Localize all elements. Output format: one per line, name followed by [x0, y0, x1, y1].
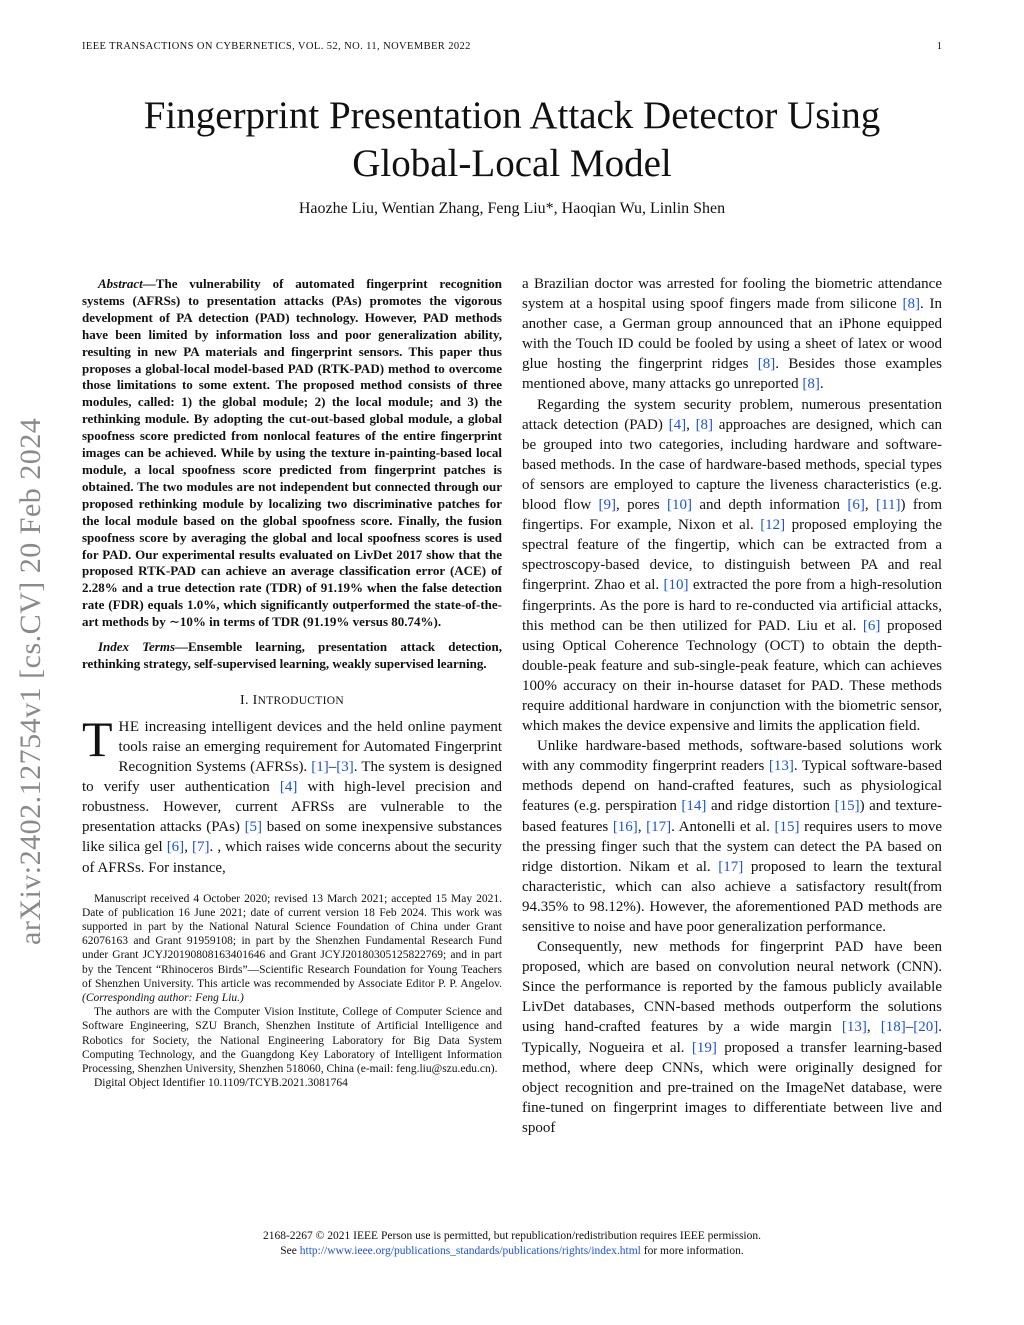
page-number: 1 — [936, 41, 942, 52]
citation-link[interactable]: [1] — [311, 759, 329, 776]
section-heading-initial: I — [252, 692, 258, 708]
intro-text-d: based on some inexpensive substances like silica gel — [82, 819, 502, 856]
rp2-text-c: , pores — [615, 497, 667, 514]
abstract — [82, 276, 502, 631]
rp3-text-b: . Typical software-based methods depend on hand-crafted features, such as physiological features (e.g. perspiration — [522, 758, 942, 815]
rp2-text-a: Regarding the system security problem, numerous presentation attack detection (PAD) — [522, 396, 942, 433]
rp3-text-f: requires users to move the pressing finger such that the system can detect the PA based on ridge distortion. Nikam et al. — [522, 818, 943, 875]
range-dash: – — [905, 1019, 914, 1036]
citation-link[interactable]: [17] — [718, 858, 744, 875]
citation-link[interactable]: [4] — [668, 416, 687, 433]
right-paragraph-1 — [522, 274, 942, 395]
citation-separator: , — [637, 818, 647, 835]
citation-link[interactable]: [13] — [841, 1019, 867, 1036]
citation-link[interactable]: [11] — [876, 497, 901, 514]
footnote-affiliation: The authors are with the Computer Vision Institute, College of Computer Science and Software Engineering, SZU Branch, Shenzhen Institute of Artificial Intelligence and Robotics for Society, the National Engineering Laboratory for Big Data System Computing Technology, and the Guangdong Key Laboratory of Intelligent Information Processing, Shenzhen University, Shenzhen 518060, China (e-mail: feng.liu@szu.edu.cn). — [82, 1006, 502, 1076]
citation-link[interactable]: [14] — [681, 798, 707, 815]
left-column — [82, 276, 502, 1090]
intro-text-c: with high-level precision and robustness. However, current AFRSs are vulnerable to the presentation attacks (PAs) — [82, 779, 502, 836]
citation-link[interactable]: [19] — [691, 1039, 717, 1056]
rp3-text-d: ) and texture-based features — [522, 798, 943, 835]
author-list: Haozhe Liu, Wentian Zhang, Feng Liu*, Haoqian Wu, Linlin Shen — [298, 200, 726, 217]
rp2-text-h: proposed using Optical Coherence Technology (OCT) to obtain the depth-double-peak feature and sub-single-peak feature, which can achieves 100% accuracy on their in-hourse dataset for PAD. These methods require additional hardware in conjunction with the biometric sensor, which makes the device expensive and limits the application field. — [522, 617, 942, 735]
citation-link[interactable]: [8] — [902, 296, 920, 313]
citation-link[interactable]: [17] — [646, 818, 672, 835]
citation-link[interactable]: [8] — [802, 376, 820, 393]
section-numeral: I. — [240, 692, 249, 708]
rp2-text-d: and depth information — [691, 497, 848, 514]
citation-link[interactable]: [4] — [279, 779, 298, 796]
right-paragraph-2 — [522, 395, 942, 737]
citation-link[interactable]: [7] — [192, 839, 210, 856]
arxiv-stamp: arXiv:2402.12754v1 [cs.CV] 20 Feb 2024 — [14, 417, 47, 945]
index-terms-text: Ensemble learning, presentation attack detection, rethinking strategy, self-supervised learning, weakly supervised learning. — [82, 639, 503, 671]
citation-link[interactable]: [5] — [244, 819, 263, 836]
copyright-notice — [82, 1229, 942, 1259]
citation-link[interactable]: [8] — [695, 416, 714, 433]
right-paragraph-4 — [522, 937, 942, 1138]
rp3-text-c: and ridge distortion — [706, 798, 835, 815]
citation-link[interactable]: [18] — [880, 1019, 906, 1036]
corresponding-author: (Corresponding author: Feng Liu.) — [82, 992, 244, 1005]
section-heading-rest: NTRODUCTION — [257, 694, 344, 707]
copyright-line: 2168-2267 © 2021 IEEE Person use is permitted, but republication/redistribution requires IEEE permission. — [262, 1230, 762, 1242]
rp1-text-d: . — [819, 376, 824, 393]
citation-separator: , — [686, 416, 696, 433]
rp1-text-b: . In another case, a German group announced that an iPhone equipped with the Touch ID could be fooled by using a sheet of latex or wood glue hosting the fingerprint ridges — [522, 296, 942, 373]
citation-link[interactable]: [6] — [166, 839, 185, 856]
rp4-text-b: . Typically, Nogueira et al. — [522, 1019, 942, 1056]
drop-cap: T — [82, 710, 113, 767]
citation-link[interactable]: [20] — [913, 1019, 939, 1036]
citation-separator: , — [864, 497, 877, 514]
rp4-text-a: Consequently, new methods for fingerprint PAD have been proposed, which are based on convolution neural network (CNN). Since the performance is reported by the famous publicly available LivDet databases, CNN-based methods outperform the solutions using hand-crafted features by a wide margin — [522, 939, 942, 1036]
footnotes — [82, 892, 502, 1091]
citation-link[interactable]: [15] — [834, 798, 860, 815]
rights-url-link[interactable]: http://www.ieee.org/publications_standards/publications/rights/index.html — [299, 1245, 641, 1257]
index-terms — [82, 639, 502, 673]
title-line-2: Global-Local Model — [352, 142, 672, 185]
abstract-label: Abstract— — [98, 276, 156, 291]
citation-separator: , — [866, 1019, 881, 1036]
citation-link[interactable]: [10] — [666, 497, 692, 514]
citation-link[interactable]: [6] — [847, 497, 865, 514]
citation-link[interactable]: [12] — [760, 517, 786, 534]
rights-line — [82, 1244, 942, 1259]
rp2-text-g: extracted the pore from a high-resolution fingerprints. As the pore is hard to re-conducted via artificial attacks, this method can be then utilized for PAD. Liu et al. — [522, 577, 942, 634]
paper-title — [82, 92, 942, 188]
title-line-1: Fingerprint Presentation Attack Detector Using — [143, 94, 881, 137]
citation-link[interactable]: [13] — [768, 758, 794, 775]
rp3-text-g: proposed to learn the textural characteristic, which can also achieve a satisfactory result(from 94.35% to 98.12%). However, the aforementioned PAD methods are sensitive to noise and have poor generalization performance. — [522, 858, 942, 935]
citation-link[interactable]: [8] — [757, 356, 776, 373]
intro-paragraph — [82, 710, 502, 878]
abstract-text: The vulnerability of automated fingerprint recognition systems (AFRSs) to presentation attacks (PAs) promotes the vigorous development of PA detection (PAD) technology. However, PAD methods have been limited by information loss and poor generalization ability, resulting in new PA materials and fingerprint sensors. This paper thus proposes a global-local model-based PAD (RTK-PAD) method to overcome those limitations to some extent. The proposed method consists of three modules, called: 1) the global module; 2) the local module; and 3) the rethinking module. By adopting the cut-out-based global module, a global spoofness score predicted from nonlocal features of the entire fingerprint images can be achieved. While by using the texture in-painting-based local module, a local spoofness score predicted from fingerprint patches is obtained. The two modules are not independent but connected through our proposed rethinking module by localizing two discriminative patches for the local module based on the global spoofness score. Finally, the fusion spoofness score by averaging the global and local spoofness scores is used for PAD. Our experimental results evaluated on LivDet 2017 show that the proposed RTK-PAD can achieve an average classification error (ACE) of 2.28% and a true detection rate (TDR) of 91.19% when the false detection rate (FDR) equals 1.0%, which significantly outperformed the state-of-the-art methods by ∼10% in terms of TDR (91.19% versus 80.74%). — [82, 276, 502, 630]
rp2-text-e: ) from fingertips. For example, Nixon et al. — [522, 497, 942, 534]
intro-text-b: . The system is designed to verify user authentication — [82, 759, 502, 796]
rp2-text-b: approaches are designed, which can be grouped into two categories, including hardware and software-based methods. In the case of hardware-based methods, special types of sensors are employed to capture the liveness characteristics (e.g. blood flow — [522, 416, 942, 514]
right-paragraph-3 — [522, 736, 942, 937]
intro-text-e: . , which raises wide concerns about the security of AFRSs. For instance, — [82, 839, 502, 876]
citation-link[interactable]: [10] — [663, 577, 689, 594]
intro-text-a: increasing intelligent devices and the held online payment tools raise an emerging requirement for Automated Fingerprint Recognition Systems (AFRSs). — [118, 718, 502, 776]
rp3-text-e: . Antonelli et al. — [671, 818, 775, 835]
rp3-text-a: Unlike hardware-based methods, software-based solutions work with any commodity fingerprint readers — [522, 738, 942, 775]
citation-link[interactable]: [6] — [862, 617, 881, 634]
rp4-text-c: proposed a transfer learning-based method, where deep CNNs, which were originally designed for object recognition and pre-trained on the ImageNet database, were fine-tuned on fingerprint images to differentiate between live and spoof — [522, 1039, 943, 1136]
citation-link[interactable]: [16] — [612, 818, 638, 835]
rights-more: for more information. — [640, 1245, 744, 1257]
footnote-manuscript — [82, 892, 502, 1006]
running-header: IEEE TRANSACTIONS ON CYBERNETICS, VOL. 52, NO. 11, NOVEMBER 2022 — [82, 41, 471, 52]
rp2-text-f: proposed employing the spectral feature of the fingertip, which can be extracted from a spectroscopy-based device, to distinguish between PA and real fingerprint. Zhao et al. — [522, 517, 942, 594]
citation-link[interactable]: [3] — [336, 759, 354, 776]
section-heading-introduction — [82, 693, 502, 709]
footnote-manuscript-text: Manuscript received 4 October 2020; revised 13 March 2021; accepted 15 May 2021. Date of publication 16 June 2021; date of current version 18 Feb 2024. This work was supported in part by the National Natural Science Foundation of China under Grant 62076163 and Grant 91959108; in part by the Shenzhen Fundamental Research Fund under Grant JCYJ20190808163401646 and Grant JCYJ20180305125822769; and in part by the Tencent “Rhinoceros Birds”—Scientific Research Foundation for Young Teachers of Shenzhen University. This article was recommended by Associate Editor P. P. Angelov. — [82, 892, 502, 990]
citation-link[interactable]: [15] — [774, 818, 800, 835]
citation-link[interactable]: [9] — [598, 497, 616, 514]
citation-separator: , — [184, 839, 193, 856]
index-terms-label: Index Terms— — [98, 639, 189, 655]
range-dash: – — [328, 759, 337, 776]
rights-see: See — [280, 1245, 300, 1257]
footnote-doi: Digital Object Identifier 10.1109/TCYB.2021.3081764 — [94, 1077, 348, 1090]
intro-caps: HE — [118, 718, 140, 735]
rp1-text-a: a Brazilian doctor was arrested for fooling the biometric attendance system at a hospital using spoof fingers made from silicone — [522, 276, 942, 313]
rp1-text-c: . Besides those examples mentioned above, many attacks go unreported — [522, 356, 942, 393]
right-column — [522, 274, 942, 1138]
